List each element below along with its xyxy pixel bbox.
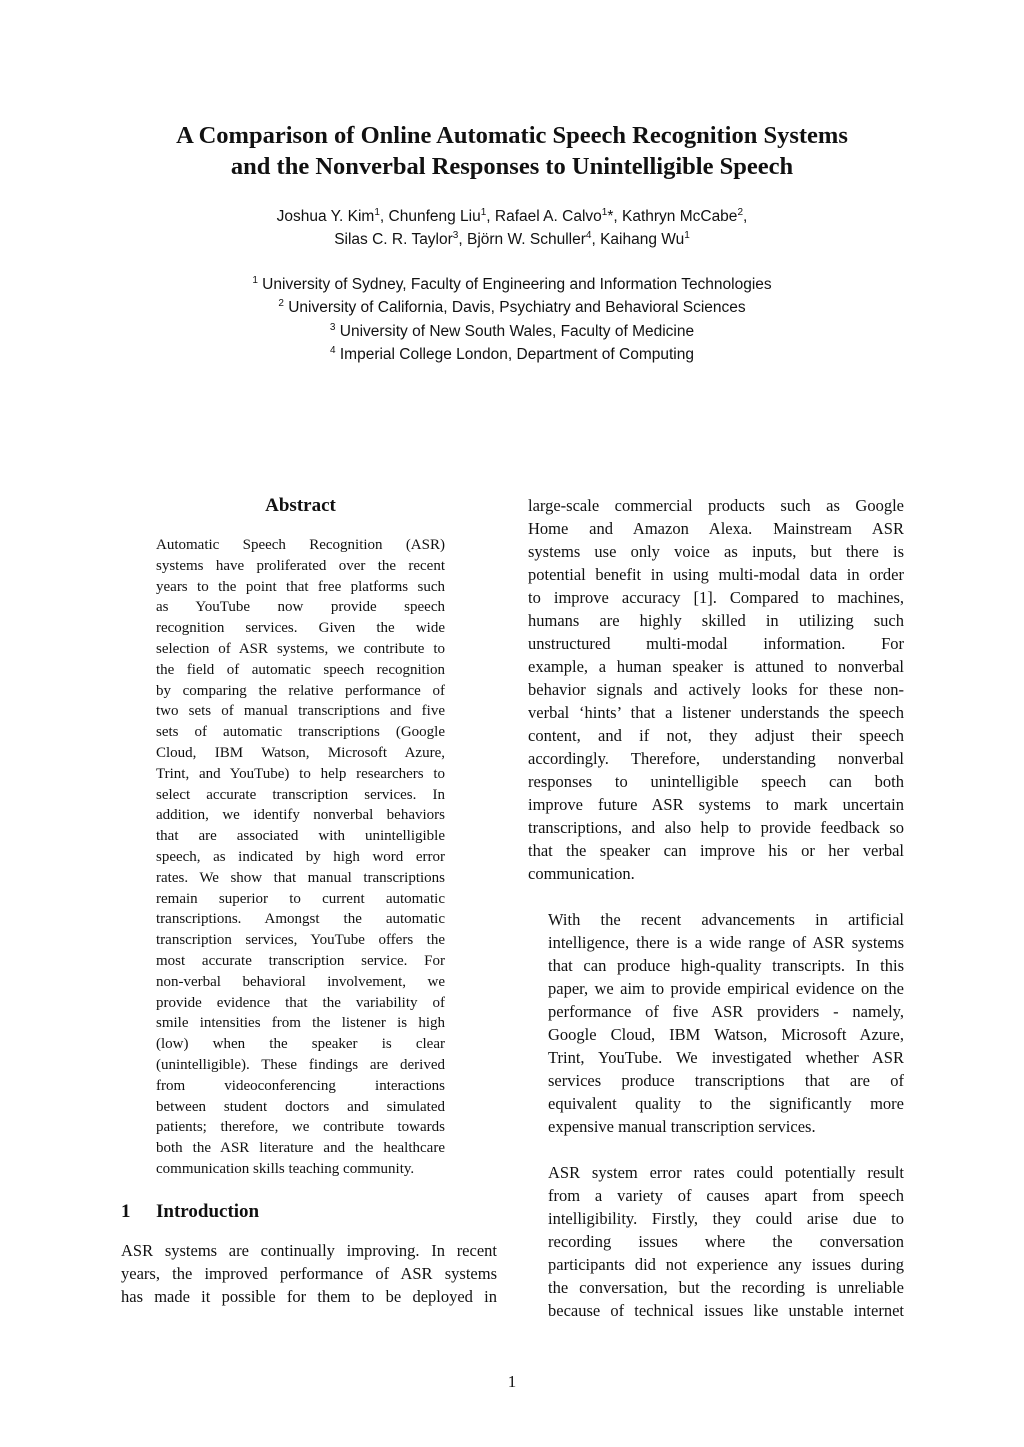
text-line: participants did not experience any issues during [548, 1255, 904, 1274]
text-line: sets of automatic transcriptions (Google [156, 724, 445, 741]
text-line: most accurate transcription service. For [156, 952, 445, 969]
text-line: provide evidence that the variability of [156, 994, 445, 1011]
page-number: 1 [507, 1372, 517, 1391]
text-line: humans are highly skilled in utilizing such [528, 611, 904, 630]
text-line: content, and if not, they adjust their speech [528, 726, 904, 745]
text-line: rates. We show that manual transcriptions [156, 869, 445, 886]
text-line: from a variety of causes apart from speech [548, 1186, 904, 1205]
text-line: expensive manual transcription services. [548, 1117, 816, 1136]
author-line-2 [100, 228, 924, 251]
affiliation-list [100, 273, 924, 366]
text-line: intelligibility. Firstly, they could arise due to [548, 1209, 904, 1228]
text-line: Trint, and YouTube) to help researchers to [156, 765, 445, 782]
text-line: the field of automatic speech recognition [156, 661, 445, 678]
text-line: years, the improved performance of ASR systems [121, 1264, 497, 1283]
affiliation-number: 2 [278, 298, 284, 310]
author-name: Kathryn McCabe [621, 208, 738, 225]
author-separator: *, [607, 208, 622, 225]
text-line: recording issues where the conversation [548, 1232, 904, 1251]
text-line: behavior signals and actively looks for these non- [528, 680, 904, 699]
text-line: has made it possible for them to be deployed in [121, 1287, 497, 1306]
title-line-2: and the Nonverbal Responses to Unintelligible Speech [230, 153, 794, 180]
text-line: that the speaker can improve his or her verbal [528, 841, 904, 860]
text-line: (unintelligible). These findings are derived [156, 1056, 445, 1073]
author-affiliation-mark: 1 [601, 207, 608, 218]
text-line: systems use only voice as inputs, but there is [528, 542, 904, 561]
author-name: Rafael A. Calvo [494, 208, 602, 225]
author-affiliation-mark: 3 [452, 230, 459, 241]
author-affiliation-mark: 1 [374, 207, 380, 218]
author-separator: , [591, 231, 601, 248]
text-line: Google Cloud, IBM Watson, Microsoft Azure, [548, 1025, 904, 1044]
text-line: Trint, YouTube. We investigated whether ASR [548, 1048, 904, 1067]
text-line: both the ASR literature and the healthcare [156, 1140, 445, 1157]
text-line: improve future ASR systems to mark uncertain [528, 795, 904, 814]
author-affiliation-mark: 2 [737, 207, 743, 218]
text-line: intelligence, there is a wide range of ASR systems [548, 933, 904, 952]
text-line: responses to unintelligible speech can both [528, 772, 904, 791]
text-line: speech, as indicated by high word error [156, 848, 445, 865]
text-line: between student doctors and simulated [156, 1098, 445, 1115]
text-line: verbal ‘hints’ that a listener understands the speech [528, 703, 904, 722]
author-separator: , [486, 208, 495, 225]
text-line: communication skills teaching community. [156, 1160, 415, 1177]
text-line: accordingly. Therefore, understanding nonverbal [528, 749, 904, 768]
affiliation-text: University of California, Davis, Psychiatry and Behavioral Sciences [283, 299, 746, 317]
text-line: equivalent quality to the significantly more [548, 1094, 904, 1113]
text-line: recognition services. Given the wide [156, 620, 445, 637]
author-name: Silas C. R. Taylor [334, 231, 453, 248]
text-line: years to the point that free platforms such [156, 578, 445, 595]
text-line: transcriptions, and also help to provide feedback so [528, 818, 904, 837]
author-name: Kaihang Wu [600, 231, 685, 248]
text-line: Cloud, IBM Watson, Microsoft Azure, [156, 744, 445, 761]
text-line: potential benefit in using multi-modal data in order [528, 565, 904, 584]
text-line: select accurate transcription services. In [156, 786, 445, 803]
author-affiliation-mark: 4 [585, 230, 592, 241]
affiliation [100, 320, 924, 343]
author-name: Chunfeng Liu [388, 208, 481, 225]
text-line: example, a human speaker is attuned to nonverbal [528, 657, 904, 676]
text-line: non-verbal behavioral involvement, we [156, 973, 445, 990]
author-separator: , [458, 231, 467, 248]
text-line: by comparing the relative performance of [156, 682, 445, 699]
author-affiliation-mark: 1 [480, 207, 487, 218]
text-line: paper, we aim to provide empirical evidence on the [548, 979, 904, 998]
text-line: remain superior to current automatic [156, 890, 445, 907]
text-line: because of technical issues like unstable internet [548, 1301, 904, 1320]
author-separator: , [743, 208, 748, 225]
text-line: With the recent advancements in artificial [548, 910, 904, 929]
introduction-body [121, 1239, 497, 1308]
section-heading-introduction [121, 1200, 497, 1224]
text-line: systems have proliferated over the recent [156, 557, 445, 574]
author-affiliation-mark: 1 [684, 230, 690, 241]
affiliation-number: 1 [252, 275, 258, 286]
author-separator: , [379, 208, 389, 225]
author-name: Björn W. Schuller [466, 231, 586, 248]
text-line: that can produce high-quality transcripts. In this [548, 956, 904, 975]
text-line: transcription services, YouTube offers the [156, 932, 445, 949]
paragraph [528, 494, 904, 885]
right-column-body [528, 494, 904, 1322]
affiliation-text: University of Sydney, Faculty of Engineering and Information Technologies [257, 276, 772, 293]
affiliation-number: 3 [329, 321, 336, 333]
text-line: ASR systems are continually improving. In recent [121, 1241, 497, 1260]
text-line: smile intensities from the listener is high [156, 1015, 445, 1032]
abstract-heading: Abstract [265, 495, 336, 516]
author-name: Joshua Y. Kim [276, 208, 375, 225]
affiliation [100, 296, 924, 319]
paragraph [528, 908, 904, 1138]
text-line: the conversation, but the recording is unreliable [548, 1278, 904, 1297]
text-line: addition, we identify nonverbal behaviors [156, 807, 445, 824]
text-line: that are associated with unintelligible [156, 828, 445, 845]
text-line: services produce transcriptions that are of [548, 1071, 904, 1090]
text-line: ASR system error rates could potentially result [548, 1163, 904, 1182]
author-line-1 [100, 205, 924, 228]
author-list [100, 205, 924, 251]
abstract-body [156, 535, 445, 1180]
text-line: selection of ASR systems, we contribute to [156, 640, 445, 657]
text-line: from videoconferencing interactions [156, 1077, 445, 1094]
section-title: Introduction [156, 1201, 260, 1222]
text-line: Home and Amazon Alexa. Mainstream ASR [528, 519, 904, 538]
paper-title [100, 120, 924, 182]
text-line: patients; therefore, we contribute towards [156, 1119, 445, 1136]
text-line: performance of five ASR providers - namely, [548, 1002, 904, 1021]
section-number: 1 [121, 1201, 131, 1222]
text-line: communication. [528, 864, 635, 883]
paragraph [528, 1161, 904, 1322]
text-line: two sets of manual transcriptions and five [156, 703, 445, 720]
affiliation [100, 343, 924, 366]
title-line-1: A Comparison of Online Automatic Speech Recognition Systems [176, 122, 848, 149]
affiliation-number: 4 [330, 344, 336, 356]
text-line: to improve accuracy [1]. Compared to machines, [528, 588, 904, 607]
affiliation-text: University of New South Wales, Faculty of Medicine [335, 322, 695, 340]
text-line: Automatic Speech Recognition (ASR) [156, 537, 445, 553]
text-line: (low) when the speaker is clear [156, 1036, 445, 1053]
affiliation-text: Imperial College London, Department of Computing [335, 345, 694, 363]
text-line: as YouTube now provide speech [156, 599, 445, 616]
affiliation [100, 273, 924, 296]
text-line: large-scale commercial products such as Google [528, 496, 904, 515]
text-line: unstructured multi-modal information. For [528, 634, 904, 653]
text-line: transcriptions. Amongst the automatic [156, 911, 445, 928]
